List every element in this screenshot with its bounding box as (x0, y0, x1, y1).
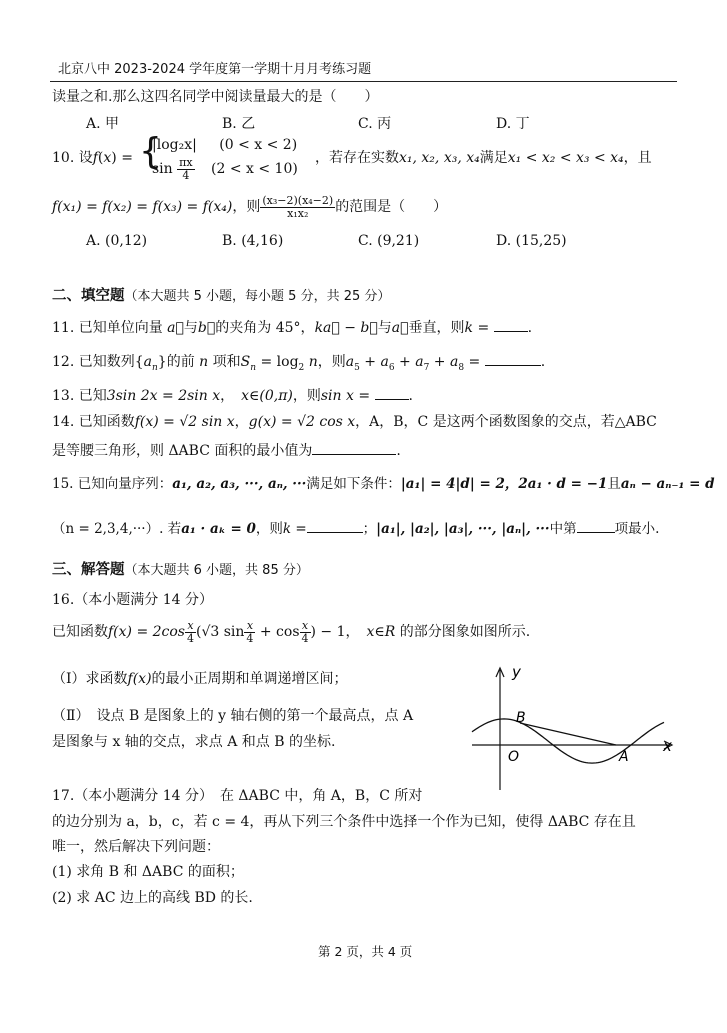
q16-head: 16.（本小题满分 14 分） (52, 592, 213, 608)
q15-c1: |a₁| = 4|d| = 2，2a₁ · d = −1 (400, 476, 608, 492)
graph-point-b-label: B (516, 710, 526, 726)
q11-t3: 与 (377, 320, 392, 336)
q13-prefix: 13. 已知 (52, 388, 107, 404)
q15-t5: 中第 (549, 521, 577, 537)
q17-item2: (2) 求 AC 边上的高线 BD 的长. (52, 890, 253, 906)
q15-c2: aₙ − aₙ₋₁ = d (620, 476, 715, 492)
q14-line2-text: 是等腰三角形，则 ΔABC 面积的最小值为 (52, 443, 313, 459)
q17-line2: 的边分别为 a，b，c，若 c = 4，再从下列三个条件中选择一个作为已知，使得 ΔABC 存在且 (52, 814, 636, 830)
q10-frac-den: x₁x₂ (287, 206, 309, 220)
page-footer: 第 2 页，共 4 页 (318, 944, 413, 959)
q13-t1: ， (220, 388, 228, 404)
q16-part1 (52, 671, 348, 688)
q15-line1 (52, 476, 715, 492)
q15-line2-cond: （n = 2,3,4,···）. 若 (52, 521, 182, 537)
q16-pre: 已知函数 (52, 624, 108, 641)
q10-frac-num: (x₃−2)(x₄−2) (262, 194, 334, 207)
q11-t2: 的夹角为 45°， (215, 320, 315, 336)
q12-t1: 的前 (166, 354, 195, 370)
q15-t2: 且 (607, 476, 621, 492)
q14-line2: 是等腰三角形，则 ΔABC 面积的最小值为 . (52, 443, 401, 459)
q15-dot: a₁ · aₖ = 0 (181, 521, 256, 537)
section2-heading (52, 288, 390, 305)
q10-equation: f(x₁) = f(x₂) = f(x₃) = f(x₄) (52, 199, 233, 216)
q14-line1: 14. 已知函数f(x) = √2 sin x，g(x) = √2 cos x，A，B，C 是这两个函数图象的交点，若△ABC (52, 414, 657, 430)
graph-point-a-label: A (619, 749, 629, 765)
q11-blank (494, 318, 528, 332)
q13-blank (375, 386, 409, 400)
q13-ask: sin x = (320, 388, 371, 404)
graph-y-label: y (512, 663, 521, 681)
q14-f: f(x) = √2 sin x (134, 414, 235, 430)
q9-tail: 读量之和.那么这四名同学中阅读量最大的是（ ） (52, 89, 379, 105)
q15-blank-k (307, 519, 363, 533)
q14-prefix: 14. 已知函数 (52, 414, 135, 430)
q10-line2 (52, 195, 447, 219)
q12: 12. 已知数列$\{a_n\}$的前 n 项和$S_n = \log_2 n$，则$a_5 + a_6 + a_7 + a_8$ = . (52, 354, 546, 373)
graph-segment-ab (520, 723, 616, 745)
q11-t4: 垂直，则 (408, 320, 465, 336)
q9-option-d: D. 丁 (496, 116, 530, 132)
q10-line1-rest (315, 150, 652, 167)
q10-piece1-cond: (0 < x < 2) (219, 137, 298, 153)
q10-cond-text: 满足 (479, 150, 508, 166)
q14-blank (312, 441, 396, 455)
q16-p1t: 的最小正周期和单调递增区间； (151, 671, 348, 687)
q16-expr: f(x) = 2cos (108, 624, 185, 641)
section2-note: （本大题共 5 小题，每小题 5 分，共 25 分） (124, 289, 391, 304)
q11-k: k (464, 320, 474, 336)
q9-option-a: A. 甲 (86, 116, 120, 132)
q16-stem: 已知函数f(x) = 2cos $\frac{x}{4}$ (√3 sin $\frac{x}{4}$ + cos $\frac{x}{4}$ ) − 1， x∈R 的部分图象如图所示. (52, 619, 531, 645)
q10-number: 10. 设 (52, 150, 93, 166)
q10-piece2-cond: (2 < x < 10) (211, 161, 298, 178)
section3-note: （本大题共 6 小题，共 85 分） (124, 563, 309, 578)
q16-part2a: （Ⅱ） 设点 B 是图象上的 y 轴右侧的第一个最高点，点 A (52, 708, 414, 724)
q16-tail: 的部分图象如图所示. (395, 624, 531, 641)
q15-k: k = (282, 521, 307, 537)
q15-blank-term (577, 519, 615, 533)
q11-prefix: 11. 已知单位向量 (52, 320, 163, 336)
q17-item1: (1) 求角 B 和 ΔABC 的面积； (52, 864, 244, 880)
q14-g: g(x) = √2 cos x (248, 414, 356, 430)
q15-line2 (52, 519, 659, 537)
q15-t4: ； (362, 521, 377, 537)
q10-piece1-expr: |log₂x| (152, 137, 197, 153)
q16-end: ) − 1， (310, 624, 353, 641)
q13-cond: x∈(0,π) (241, 388, 293, 404)
q10-piece1 (152, 137, 297, 154)
q10-intro: 10. 设f(x) = (52, 150, 133, 166)
q15-t1: 满足如下条件： (306, 476, 401, 492)
q15-seq: a₁, a₂, a₃, ···, aₙ, ··· (172, 476, 307, 492)
q16-p1: （Ⅰ）求函数 (52, 671, 128, 687)
q10-option-c: C. (9,21) (358, 233, 420, 249)
q10-mid: ，若存在实数 (315, 150, 399, 166)
q10-option-b: B. (4,16) (222, 233, 284, 249)
q13-t2: ，则 (292, 388, 321, 404)
section2-title: 二、填空题 (52, 288, 125, 304)
q15-prefix: 15. 已知向量序列： (52, 476, 173, 492)
q12-t2: 项和 (212, 354, 241, 370)
q13: 13. 已知3sin 2x = 2sin x， x∈(0,π)，则sin x = . (52, 388, 413, 404)
section3-title: 三、解答题 (52, 562, 125, 578)
q15-t3: ，则 (255, 521, 283, 537)
q9-option-c: C. 丙 (358, 116, 392, 132)
q12-eq: = (464, 354, 485, 370)
q10-brace: { (139, 131, 162, 172)
section3-heading (52, 562, 309, 579)
q10-tail: ，且 (623, 150, 652, 166)
q17-line1: 17.（本小题满分 14 分） 在 ΔABC 中，角 A，B，C 所对 (52, 788, 423, 804)
q16-graph (468, 660, 680, 795)
q15-abs-seq: |a₁|, |a₂|, |a₃|, ···, |aₙ|, ··· (376, 521, 550, 537)
q11-t1: 与 (183, 320, 198, 336)
q10-ze: ，则 (232, 199, 261, 216)
q10-piece2: sin $\frac{\pi x}{4}$ (2 < x < 10) (152, 156, 298, 182)
q10-order: x₁ < x₂ < x₃ < x₄ (507, 150, 624, 166)
q10-option-d: D. (15,25) (496, 233, 567, 249)
q12-blank (485, 352, 541, 366)
q11-eq: = (473, 320, 494, 336)
q15-t6: 项最小. (614, 521, 660, 537)
graph-curve (472, 719, 664, 763)
q13-eq1: 3sin 2x = 2sin x (106, 388, 221, 404)
page-header: 北京八中 2023-2024 学年度第一学期十月月考练习题 (58, 62, 372, 77)
q9-option-b: B. 乙 (222, 116, 256, 132)
graph-x-label: x (663, 737, 672, 755)
q14-t1: ，A，B，C 是这两个函数图象的交点，若△ABC (355, 414, 657, 430)
graph-origin-label: O (508, 749, 520, 765)
q16-mid: (√3 sin (196, 624, 245, 641)
q16-domain: x∈R (366, 624, 396, 641)
header-rule (50, 81, 677, 82)
q10-vars: x₁, x₂, x₃, x₄ (399, 150, 480, 166)
q16-plus: + cos (255, 624, 300, 641)
q10-option-a: A. (0,12) (86, 233, 148, 249)
q16-p1f: f(x) (127, 671, 152, 687)
q16-part2b: 是图象与 x 轴的交点，求点 A 和点 B 的坐标. (52, 734, 336, 750)
q10-line2-tail: 的范围是（ ） (335, 199, 448, 216)
q12-prefix: 12. 已知数列 (52, 354, 135, 370)
q12-n: n (199, 354, 209, 370)
q17-line3: 唯一，然后解决下列问题： (52, 839, 220, 855)
q12-t3: ，则 (317, 354, 346, 370)
q11: 11. 已知单位向量 a⃗与b⃗的夹角为 45°，ka⃗ − b⃗与a⃗垂直，则k = . (52, 320, 533, 336)
